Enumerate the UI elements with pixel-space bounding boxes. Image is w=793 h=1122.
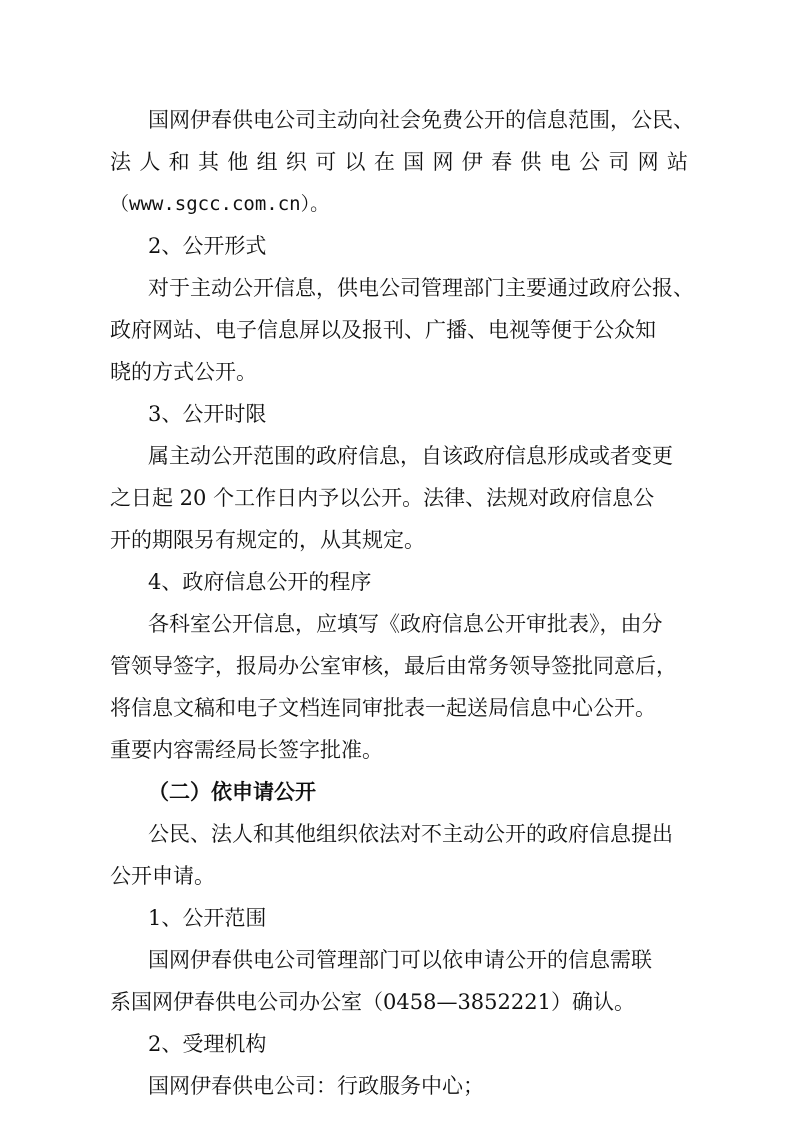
- paragraph-line: 之日起 20 个工作日内予以公开。法律、法规对政府信息公: [110, 486, 655, 510]
- section-heading: 2、受理机构: [148, 1032, 267, 1056]
- paragraph-line: 将信息文稿和电子文档连同审批表一起送局信息中心公开。: [110, 696, 656, 720]
- paragraph-line: 重要内容需经局长签字批准。: [110, 738, 383, 762]
- paragraph-line: 开的期限另有规定的，从其规定。: [110, 528, 425, 552]
- paragraph-line: 系国网伊春供电公司办公室（0458—3852221）确认。: [110, 990, 635, 1014]
- section-heading: 2、公开形式: [148, 234, 267, 258]
- paragraph-line: 对于主动公开信息，供电公司管理部门主要通过政府公报、: [148, 276, 694, 300]
- paragraph-line: 公开申请。: [110, 864, 215, 888]
- paragraph-line: 国网伊春供电公司主动向社会免费公开的信息范围，公民、: [148, 108, 694, 132]
- paragraph-line: 各科室公开信息，应填写《政府信息公开审批表》，由分: [148, 612, 663, 636]
- paragraph-line: 国网伊春供电公司管理部门可以依申请公开的信息需联: [148, 948, 652, 972]
- chapter-heading: （二）依申请公开: [148, 780, 316, 804]
- paragraph-line: （www.sgcc.com.cn）。: [110, 193, 330, 215]
- paragraph-line: 国网伊春供电公司：行政服务中心；: [148, 1074, 484, 1098]
- paragraph-line: 管领导签字，报局办公室审核，最后由常务领导签批同意后，: [110, 654, 677, 678]
- paragraph-line: 政府网站、电子信息屏以及报刊、广播、电视等便于公众知: [110, 318, 656, 342]
- section-heading: 1、公开范围: [148, 906, 267, 930]
- section-heading: 4、政府信息公开的程序: [148, 570, 372, 594]
- paragraph-line: 公民、法人和其他组织依法对不主动公开的政府信息提出: [148, 822, 673, 846]
- section-heading: 3、公开时限: [148, 402, 267, 426]
- paragraph-line: 晓的方式公开。: [110, 360, 257, 384]
- paragraph-line: 属主动公开范围的政府信息，自该政府信息形成或者变更: [148, 444, 673, 468]
- paragraph-line: 法人和其他组织可以在国网伊春供电公司网站: [110, 150, 688, 174]
